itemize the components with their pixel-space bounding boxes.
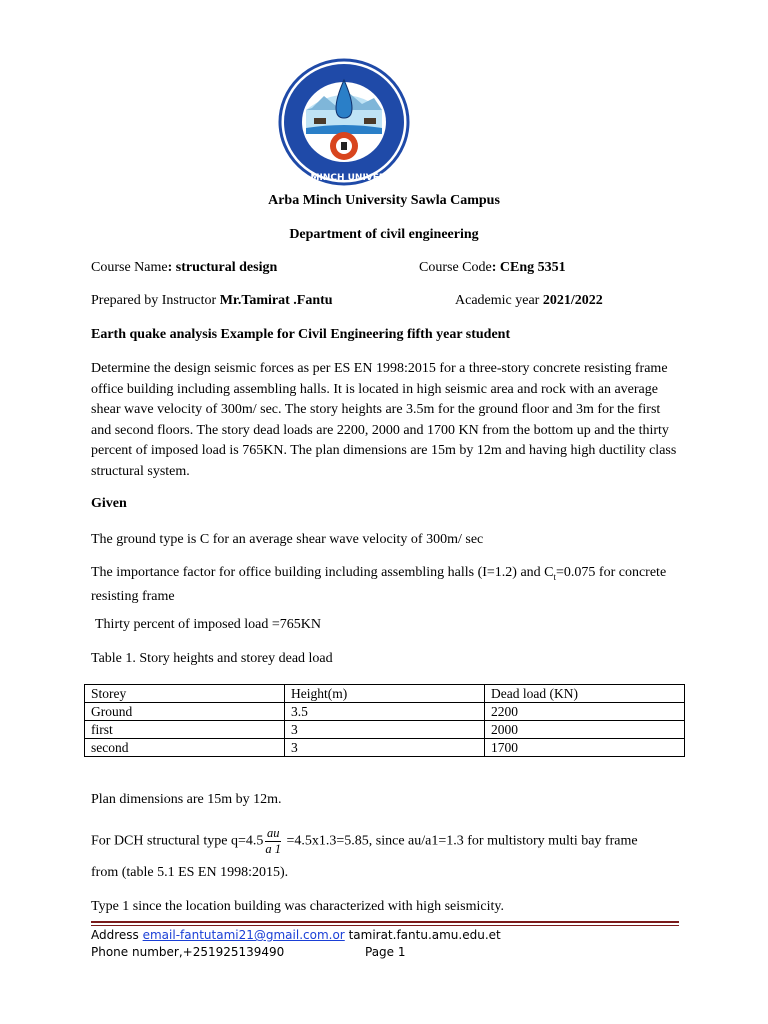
course-name: Course Name: structural design bbox=[91, 260, 278, 275]
table-cell: 3 bbox=[285, 739, 485, 757]
table-row bbox=[85, 739, 685, 757]
table-header-cell: Storey bbox=[85, 685, 285, 703]
table-header-row bbox=[85, 685, 685, 703]
table-cell: first bbox=[85, 721, 285, 739]
table-cell: 3.5 bbox=[285, 703, 485, 721]
table-cell: 1700 bbox=[485, 739, 685, 757]
table-caption: Table 1. Story heights and storey dead load bbox=[91, 651, 333, 666]
alpha-ratio-fraction: $\frac{au}{a 1}$ bbox=[265, 826, 281, 856]
table-header-cell: Dead load (KN) bbox=[485, 685, 685, 703]
type1-statement: Type 1 since the location building was characterized with high seismicity. bbox=[91, 899, 504, 914]
department-title: Department of civil engineering bbox=[289, 227, 479, 242]
university-title: Arba Minch University Sawla Campus bbox=[268, 193, 500, 208]
university-logo bbox=[278, 58, 410, 186]
footer-rule bbox=[91, 921, 679, 923]
plan-dimensions: Plan dimensions are 15m by 12m. bbox=[91, 792, 282, 807]
table-cell: second bbox=[85, 739, 285, 757]
table-cell: 3 bbox=[285, 721, 485, 739]
imposed-load: Thirty percent of imposed load =765KN bbox=[95, 617, 322, 632]
problem-statement: Determine the design seismic forces as per ES EN 1998:2015 for a three-story concrete resisting frame office building including assembling halls. It is located in high seismic area and rock with an average shear wave velocity of 300m/ sec. The story heights are 3.5m for the ground floor and 3m for the first and second floors. The story dead loads are 2200, 2000 and 1700 KN from the bottom up and the thirty percent of imposed load is 765KN. The plan dimensions are 15m by 12m and having high ductility class structural system. bbox=[91, 361, 677, 479]
svg-text:ARBA MINCH UNIVERSITY: ARBA MINCH UNIVERSITY bbox=[279, 173, 409, 183]
example-title: Earth quake analysis Example for Civil Engineering fifth year student bbox=[91, 327, 511, 342]
given-heading: Given bbox=[91, 496, 127, 511]
course-code: Course Code: CEng 5351 bbox=[419, 260, 566, 275]
table-header-cell: Height(m) bbox=[285, 685, 485, 703]
table-cell: 2000 bbox=[485, 721, 685, 739]
table-row bbox=[85, 721, 685, 739]
story-table bbox=[84, 684, 685, 757]
academic-year: Academic year 2021/2022 bbox=[455, 293, 603, 308]
dch-reference: from (table 5.1 ES EN 1998:2015). bbox=[91, 865, 289, 880]
footer-address: Address email-fantutami21@gmail.com.or tamirat.fantu.amu.edu.et bbox=[91, 928, 501, 942]
table-cell: 2200 bbox=[485, 703, 685, 721]
email-link[interactable]: email-fantutami21@gmail.com.or bbox=[142, 928, 345, 942]
instructor: Prepared by Instructor Mr.Tamirat .Fantu bbox=[91, 293, 333, 308]
page-number: Page 1 bbox=[365, 945, 406, 959]
footer-phone: Phone number,+251925139490 bbox=[91, 945, 285, 959]
ground-type: The ground type is C for an average shear wave velocity of 300m/ sec bbox=[91, 532, 484, 547]
table-cell: Ground bbox=[85, 703, 285, 721]
footer-rule bbox=[91, 925, 679, 926]
importance-factor: The importance factor for office building including assembling halls (I=1.2) and $C_t=0.075$ for concrete resisting frame bbox=[91, 565, 667, 605]
dch-formula: For DCH structural type q=4.5 $\frac{au}{a 1}$ =4.5x1.3=5.85, since au/a1=1.3 for multistory multi bay frame bbox=[91, 826, 638, 856]
table-row bbox=[85, 703, 685, 721]
